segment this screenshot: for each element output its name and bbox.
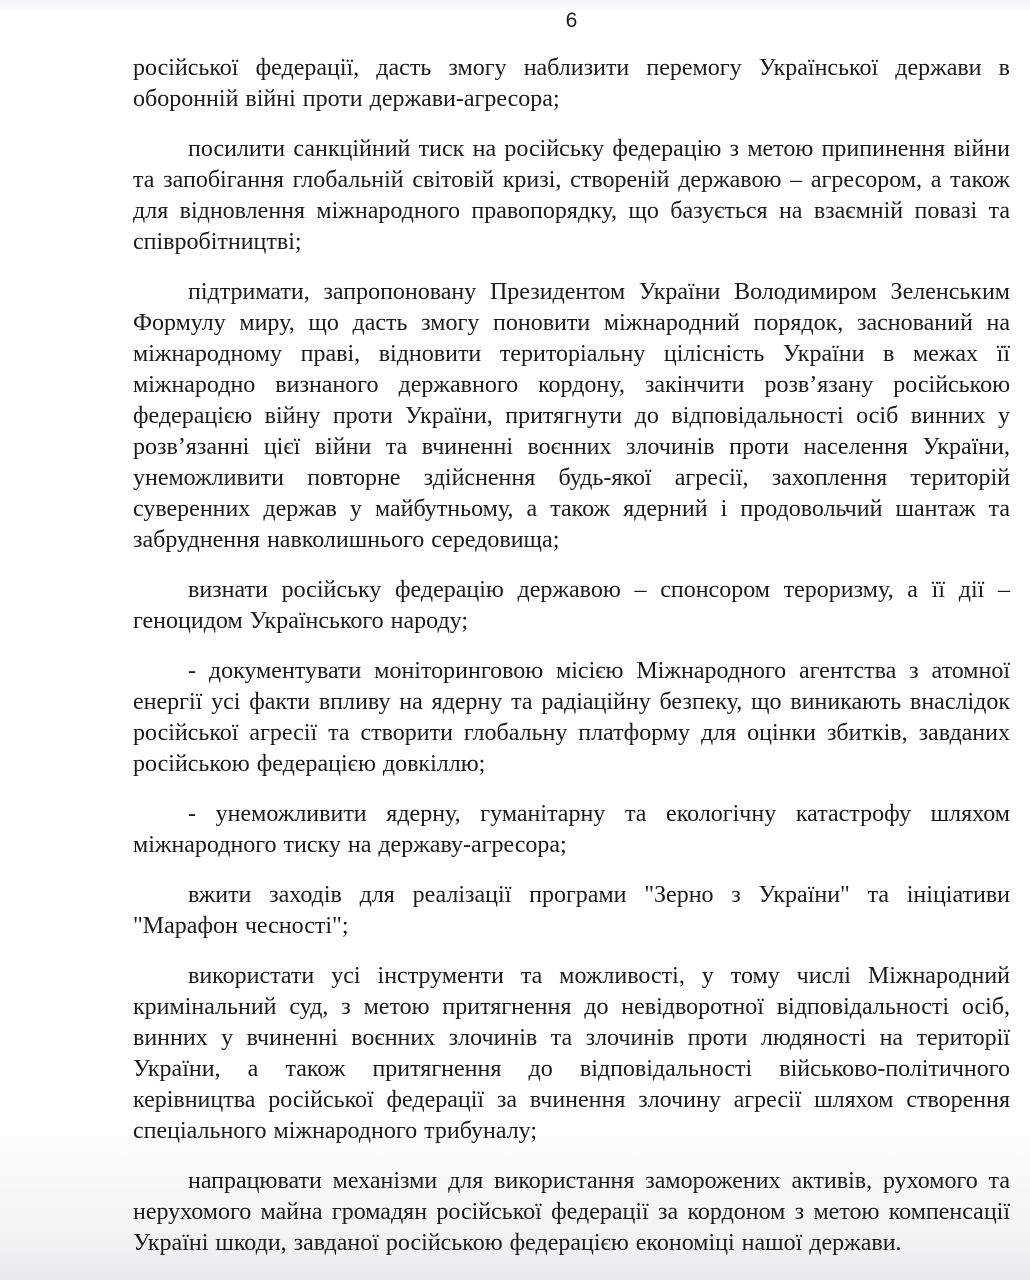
paragraph: використати усі інструменти та можливості, у тому числі Міжнародний кримінальний суд, з метою притягнення до невідворотної відповідальності осіб, винних у вчиненні воєнних злочинів та злочинів проти людяності на території України, а також притягнення до відповідальності військово-політичного керівництва російської федерації за вчинення злочину агресії шляхом створення спеціального міжнародного трибуналу;	[133, 963, 1010, 1144]
page-number: 6	[565, 9, 578, 32]
paragraph: підтримати, запропоновану Президентом України Володимиром Зеленським Формулу миру, що дасть змогу поновити міжнародний порядок, заснований на міжнародному праві, відновити територіальну цілісність України в межах її міжнародно визнаного державного кордону, закінчити розв’язану російською федерацією війну проти України, притягнути до відповідальності осіб винних у розв’язанні цієї війни та вчиненні воєнних злочинів проти населення України, унеможливити повторне здійснення будь-якої агресії, захоплення територій суверенних держав у майбутньому, а також ядерний і продовольчий шантаж та забруднення навколишнього середовища;	[133, 279, 1010, 553]
paragraph: визнати російську федерацію державою – спонсором тероризму, а її дії – геноцидом Українського народу;	[133, 577, 1010, 634]
paragraph-continuation: російської федерації, дасть змогу наблизити перемогу Української держави в оборонній війні проти держави-агресора;	[133, 55, 1010, 112]
paragraph: посилити санкційний тиск на російську федерацію з метою припинення війни та запобігання глобальній світовій кризі, створеній державою – агресором, а також для відновлення міжнародного правопорядку, що базується на взаємній повазі та співробітництві;	[133, 136, 1010, 255]
paragraph-list-item: - документувати моніторинговою місією Міжнародного агентства з атомної енергії усі факти впливу на ядерну та радіаційну безпеку, що виникають внаслідок російської агресії та створити глобальну платформу для оцінки збитків, завданих російською федерацією довкіллю;	[133, 658, 1010, 777]
paragraph-list-item: - унеможливити ядерну, гуманітарну та екологічну катастрофу шляхом міжнародного тиску на державу-агресора;	[133, 801, 1010, 858]
paragraph: напрацювати механізми для використання заморожених активів, рухомого та нерухомого майна громадян російської федерації за кордоном з метою компенсації Україні шкоди, завданої російською федерацією економіці нашої держави.	[133, 1168, 1010, 1256]
paragraph: вжити заходів для реалізації програми "Зерно з України" та ініціативи "Марафон чесності";	[133, 882, 1010, 939]
document-body	[133, 53, 1010, 1259]
